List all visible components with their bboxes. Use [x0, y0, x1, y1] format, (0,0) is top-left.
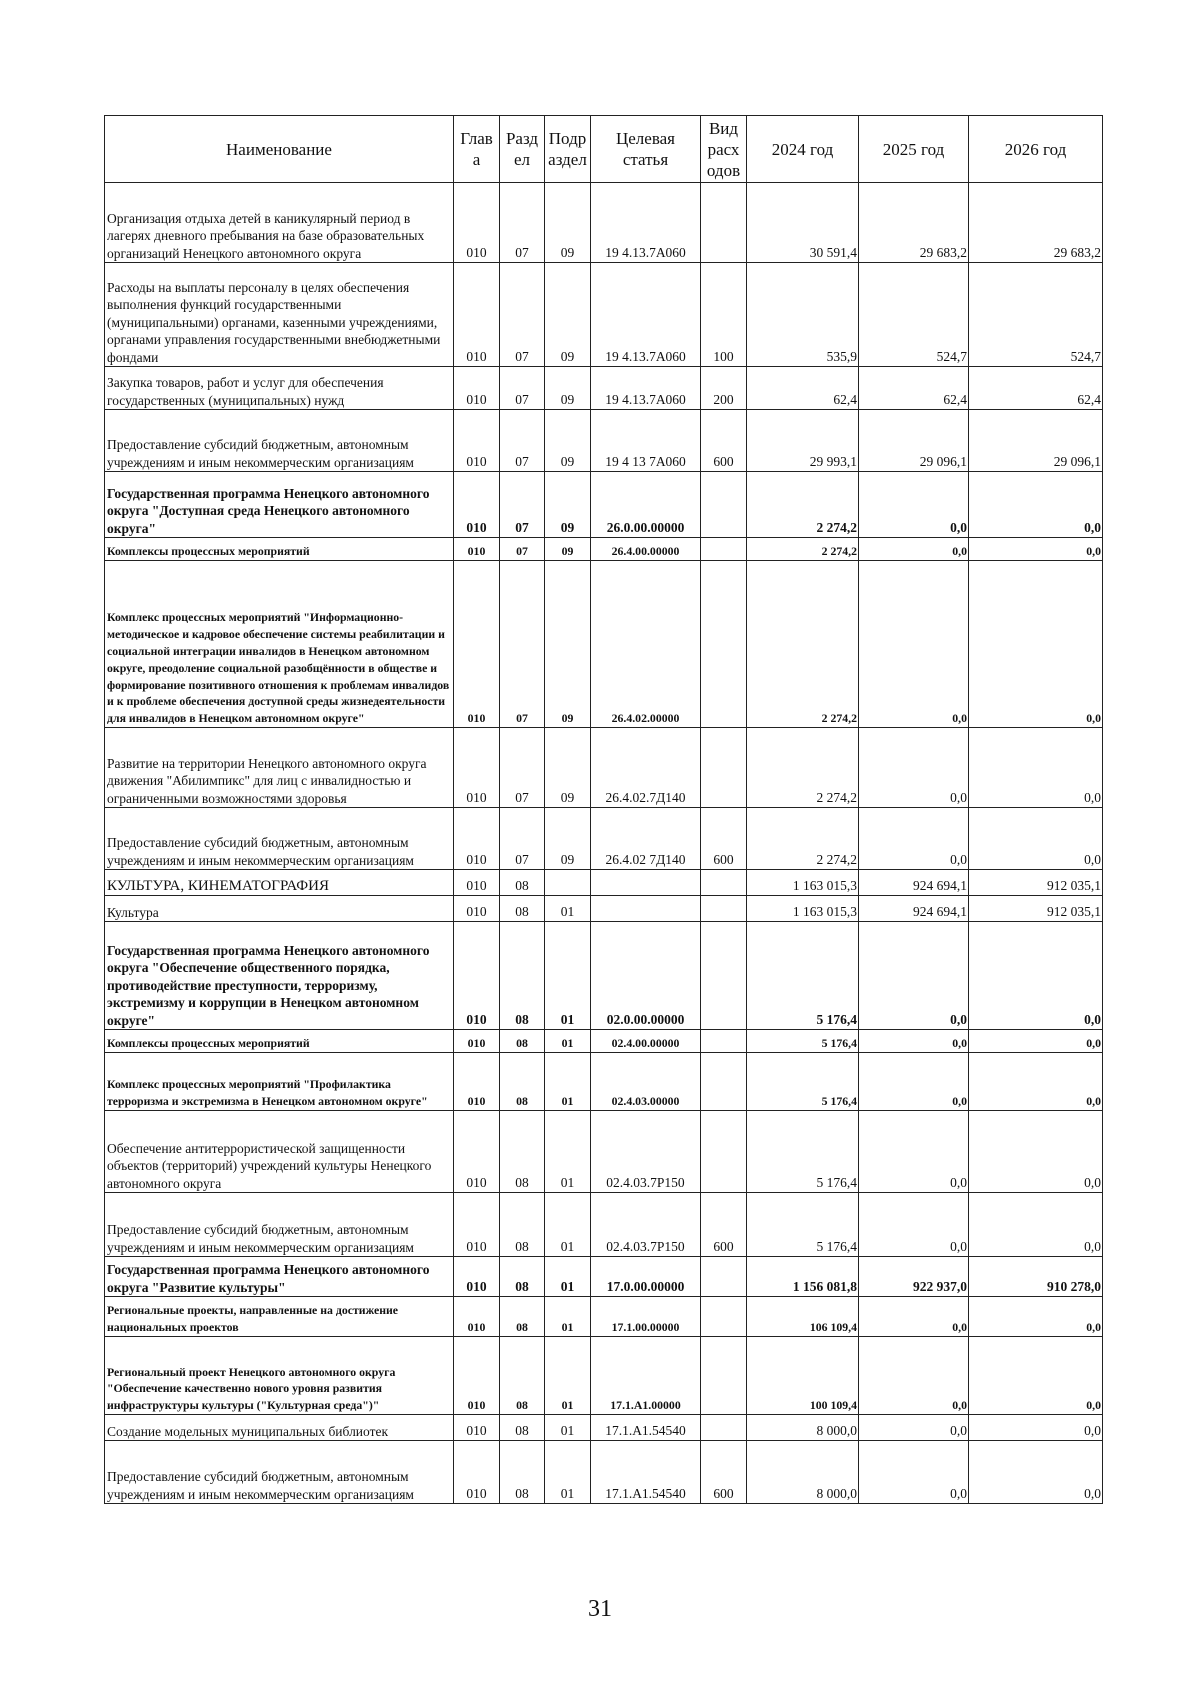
cell-vid: 600	[701, 1441, 747, 1504]
col-header-2026: 2026 год	[969, 116, 1103, 183]
cell-2025: 0,0	[859, 561, 969, 728]
cell-razdel: 07	[500, 538, 545, 561]
cell-2024: 2 274,2	[747, 808, 859, 870]
cell-2026: 0,0	[969, 1193, 1103, 1257]
cell-2024: 8 000,0	[747, 1441, 859, 1504]
cell-celevaya: 26.4.02 7Д140	[591, 808, 701, 870]
cell-name: Комплексы процессных мероприятий	[105, 1030, 454, 1053]
cell-2025: 0,0	[859, 1441, 969, 1504]
cell-2024: 62,4	[747, 367, 859, 410]
cell-2024: 5 176,4	[747, 1030, 859, 1053]
cell-glava: 010	[454, 538, 500, 561]
cell-podrazdel: 09	[545, 183, 591, 263]
cell-2025: 0,0	[859, 1111, 969, 1193]
cell-2026: 0,0	[969, 1297, 1103, 1337]
cell-glava: 010	[454, 896, 500, 922]
cell-2024: 2 274,2	[747, 538, 859, 561]
cell-2025: 0,0	[859, 1030, 969, 1053]
table-row	[105, 263, 1103, 367]
cell-celevaya: 17.1.А1.54540	[591, 1441, 701, 1504]
cell-glava: 010	[454, 1053, 500, 1111]
cell-2024: 1 163 015,3	[747, 870, 859, 896]
cell-2026: 0,0	[969, 538, 1103, 561]
cell-2024: 30 591,4	[747, 183, 859, 263]
cell-2026: 0,0	[969, 1053, 1103, 1111]
cell-vid: 200	[701, 367, 747, 410]
cell-razdel: 07	[500, 561, 545, 728]
cell-celevaya	[591, 896, 701, 922]
cell-celevaya: 02.4.03.7Р150	[591, 1111, 701, 1193]
cell-2024: 8 000,0	[747, 1415, 859, 1441]
cell-2024: 1 156 081,8	[747, 1257, 859, 1297]
cell-razdel: 08	[500, 1053, 545, 1111]
cell-glava: 010	[454, 561, 500, 728]
budget-sheet	[104, 115, 1102, 1504]
cell-vid	[701, 922, 747, 1030]
cell-vid	[701, 1111, 747, 1193]
budget-table	[104, 115, 1103, 1504]
table-row	[105, 472, 1103, 538]
cell-razdel: 08	[500, 1030, 545, 1053]
cell-vid	[701, 561, 747, 728]
cell-name: Создание модельных муниципальных библиотек	[105, 1415, 454, 1441]
cell-celevaya: 02.4.03.00000	[591, 1053, 701, 1111]
cell-razdel: 07	[500, 410, 545, 472]
cell-razdel: 07	[500, 808, 545, 870]
cell-2024: 5 176,4	[747, 922, 859, 1030]
cell-2026: 0,0	[969, 922, 1103, 1030]
table-row	[105, 367, 1103, 410]
cell-razdel: 08	[500, 896, 545, 922]
cell-podrazdel: 01	[545, 896, 591, 922]
col-header-name: Наименование	[105, 116, 454, 183]
cell-razdel: 08	[500, 1297, 545, 1337]
cell-2025: 922 937,0	[859, 1257, 969, 1297]
cell-vid	[701, 728, 747, 808]
cell-celevaya: 17.1.А1.54540	[591, 1415, 701, 1441]
cell-2026: 0,0	[969, 808, 1103, 870]
table-row	[105, 870, 1103, 896]
table-row	[105, 1337, 1103, 1415]
cell-glava: 010	[454, 183, 500, 263]
col-header-2024: 2024 год	[747, 116, 859, 183]
cell-podrazdel: 01	[545, 1441, 591, 1504]
cell-celevaya: 19 4 13 7А060	[591, 410, 701, 472]
table-row	[105, 1053, 1103, 1111]
cell-vid	[701, 896, 747, 922]
cell-glava: 010	[454, 1193, 500, 1257]
cell-name: Предоставление субсидий бюджетным, автономным учреждениям и иным некоммерческим организациям	[105, 1193, 454, 1257]
cell-glava: 010	[454, 410, 500, 472]
cell-celevaya: 17.0.00.00000	[591, 1257, 701, 1297]
cell-2024: 5 176,4	[747, 1111, 859, 1193]
cell-celevaya: 19 4.13.7А060	[591, 183, 701, 263]
cell-celevaya: 26.4.00.00000	[591, 538, 701, 561]
cell-2025: 0,0	[859, 1415, 969, 1441]
col-header-podrazdel: Подр аздел	[545, 116, 591, 183]
cell-name: Предоставление субсидий бюджетным, автономным учреждениям и иным некоммерческим организациям	[105, 410, 454, 472]
cell-2026: 0,0	[969, 1337, 1103, 1415]
cell-celevaya: 19 4.13.7А060	[591, 367, 701, 410]
cell-razdel: 08	[500, 870, 545, 896]
col-header-2025: 2025 год	[859, 116, 969, 183]
cell-2024: 2 274,2	[747, 472, 859, 538]
cell-podrazdel: 01	[545, 1053, 591, 1111]
cell-2024: 2 274,2	[747, 561, 859, 728]
table-row	[105, 896, 1103, 922]
cell-2025: 0,0	[859, 922, 969, 1030]
cell-celevaya: 19 4.13.7А060	[591, 263, 701, 367]
cell-glava: 010	[454, 1257, 500, 1297]
cell-podrazdel: 01	[545, 1337, 591, 1415]
cell-2026: 912 035,1	[969, 870, 1103, 896]
table-row	[105, 561, 1103, 728]
cell-podrazdel: 01	[545, 1415, 591, 1441]
cell-name: Государственная программа Ненецкого автономного округа "Развитие культуры"	[105, 1257, 454, 1297]
cell-podrazdel: 09	[545, 263, 591, 367]
cell-2024: 1 163 015,3	[747, 896, 859, 922]
cell-vid	[701, 1257, 747, 1297]
cell-2024: 29 993,1	[747, 410, 859, 472]
cell-name: Комплексы процессных мероприятий	[105, 538, 454, 561]
cell-2025: 0,0	[859, 538, 969, 561]
cell-2024: 100 109,4	[747, 1337, 859, 1415]
cell-podrazdel: 01	[545, 1257, 591, 1297]
cell-podrazdel: 01	[545, 1193, 591, 1257]
cell-glava: 010	[454, 1030, 500, 1053]
table-header-row	[105, 116, 1103, 183]
cell-razdel: 08	[500, 1337, 545, 1415]
cell-2026: 0,0	[969, 1111, 1103, 1193]
cell-name: Предоставление субсидий бюджетным, автономным учреждениям и иным некоммерческим организациям	[105, 808, 454, 870]
col-header-razdel: Разд ел	[500, 116, 545, 183]
col-header-glava: Глав а	[454, 116, 500, 183]
table-row	[105, 728, 1103, 808]
cell-2026: 0,0	[969, 1030, 1103, 1053]
cell-razdel: 08	[500, 1441, 545, 1504]
cell-name: КУЛЬТУРА, КИНЕМАТОГРАФИЯ	[105, 870, 454, 896]
cell-vid	[701, 472, 747, 538]
cell-vid	[701, 1053, 747, 1111]
cell-name: Региональные проекты, направленные на достижение национальных проектов	[105, 1297, 454, 1337]
table-row	[105, 1441, 1103, 1504]
cell-vid: 600	[701, 808, 747, 870]
cell-2024: 106 109,4	[747, 1297, 859, 1337]
cell-2024: 5 176,4	[747, 1053, 859, 1111]
cell-razdel: 08	[500, 1415, 545, 1441]
cell-2026: 0,0	[969, 1415, 1103, 1441]
cell-glava: 010	[454, 870, 500, 896]
cell-name: Культура	[105, 896, 454, 922]
cell-vid: 100	[701, 263, 747, 367]
cell-vid	[701, 1030, 747, 1053]
cell-2025: 0,0	[859, 1193, 969, 1257]
cell-vid: 600	[701, 410, 747, 472]
cell-2025: 29 683,2	[859, 183, 969, 263]
cell-glava: 010	[454, 1337, 500, 1415]
cell-name: Закупка товаров, работ и услуг для обеспечения государственных (муниципальных) нужд	[105, 367, 454, 410]
cell-podrazdel: 09	[545, 367, 591, 410]
cell-2026: 0,0	[969, 728, 1103, 808]
cell-2025: 924 694,1	[859, 870, 969, 896]
cell-vid	[701, 1415, 747, 1441]
cell-razdel: 08	[500, 1193, 545, 1257]
cell-vid	[701, 538, 747, 561]
cell-celevaya: 02.4.00.00000	[591, 1030, 701, 1053]
cell-name: Государственная программа Ненецкого автономного округа "Доступная среда Ненецкого автономного округа"	[105, 472, 454, 538]
cell-glava: 010	[454, 1111, 500, 1193]
cell-2025: 0,0	[859, 1053, 969, 1111]
cell-celevaya: 26.4.02.7Д140	[591, 728, 701, 808]
table-row	[105, 183, 1103, 263]
cell-podrazdel: 09	[545, 728, 591, 808]
cell-2026: 0,0	[969, 561, 1103, 728]
cell-razdel: 07	[500, 472, 545, 538]
cell-podrazdel: 09	[545, 410, 591, 472]
table-body	[105, 183, 1103, 1504]
cell-vid: 600	[701, 1193, 747, 1257]
cell-vid	[701, 870, 747, 896]
cell-podrazdel: 01	[545, 1030, 591, 1053]
cell-2024: 535,9	[747, 263, 859, 367]
cell-glava: 010	[454, 808, 500, 870]
table-row	[105, 1030, 1103, 1053]
cell-2026: 0,0	[969, 472, 1103, 538]
cell-name: Расходы на выплаты персоналу в целях обеспечения выполнения функций государственными (муниципальными) органами, казенными учреждениями, органами управления государственными внебюджетными фондами	[105, 263, 454, 367]
cell-vid	[701, 183, 747, 263]
cell-2025: 524,7	[859, 263, 969, 367]
cell-2026: 524,7	[969, 263, 1103, 367]
cell-name: Комплекс процессных мероприятий "Информационно-методическое и кадровое обеспечение системы реабилитации и социальной интеграции инвалидов в Ненецком автономном округе, преодоление социальной разобщённости в обществе и формирование позитивного отношения к проблемам инвалидов и к проблеме обеспечения доступной среды жизнедеятельности для инвалидов в Ненецком автономном округе"	[105, 561, 454, 728]
cell-2025: 0,0	[859, 808, 969, 870]
cell-2024: 5 176,4	[747, 1193, 859, 1257]
cell-name: Региональный проект Ненецкого автономного округа "Обеспечение качественно нового уровня развития инфраструктуры культуры ("Культурная среда")"	[105, 1337, 454, 1415]
cell-glava: 010	[454, 922, 500, 1030]
cell-razdel: 07	[500, 367, 545, 410]
cell-glava: 010	[454, 1441, 500, 1504]
cell-name: Организация отдыха детей в каникулярный период в лагерях дневного пребывания на базе образовательных организаций Ненецкого автономного округа	[105, 183, 454, 263]
cell-vid	[701, 1337, 747, 1415]
table-row	[105, 538, 1103, 561]
cell-glava: 010	[454, 367, 500, 410]
cell-razdel: 07	[500, 263, 545, 367]
cell-name: Государственная программа Ненецкого автономного округа "Обеспечение общественного порядка, противодействие преступности, терроризму, экстремизму и коррупции в Ненецком автономном округе"	[105, 922, 454, 1030]
table-row	[105, 808, 1103, 870]
cell-2026: 29 096,1	[969, 410, 1103, 472]
cell-celevaya	[591, 870, 701, 896]
table-row	[105, 1193, 1103, 1257]
cell-celevaya: 02.0.00.00000	[591, 922, 701, 1030]
table-row	[105, 1297, 1103, 1337]
cell-2025: 924 694,1	[859, 896, 969, 922]
cell-name: Предоставление субсидий бюджетным, автономным учреждениям и иным некоммерческим организациям	[105, 1441, 454, 1504]
cell-podrazdel: 09	[545, 538, 591, 561]
cell-razdel: 08	[500, 1111, 545, 1193]
cell-glava: 010	[454, 728, 500, 808]
cell-name: Развитие на территории Ненецкого автономного округа движения "Абилимпикс" для лиц с инвалидностью и ограниченными возможностями здоровья	[105, 728, 454, 808]
cell-podrazdel	[545, 870, 591, 896]
cell-2025: 0,0	[859, 728, 969, 808]
table-row	[105, 410, 1103, 472]
cell-glava: 010	[454, 472, 500, 538]
cell-podrazdel: 01	[545, 922, 591, 1030]
cell-razdel: 08	[500, 922, 545, 1030]
table-row	[105, 1415, 1103, 1441]
cell-celevaya: 17.1.00.00000	[591, 1297, 701, 1337]
cell-razdel: 08	[500, 1257, 545, 1297]
col-header-vid: Вид расх одов	[701, 116, 747, 183]
col-header-celevaya: Целевая статья	[591, 116, 701, 183]
cell-celevaya: 26.4.02.00000	[591, 561, 701, 728]
table-row	[105, 922, 1103, 1030]
cell-2026: 0,0	[969, 1441, 1103, 1504]
cell-2025: 0,0	[859, 1297, 969, 1337]
cell-2024: 2 274,2	[747, 728, 859, 808]
cell-glava: 010	[454, 1415, 500, 1441]
page-number: 31	[588, 1596, 612, 1622]
cell-podrazdel: 09	[545, 561, 591, 728]
cell-podrazdel: 09	[545, 808, 591, 870]
cell-2026: 62,4	[969, 367, 1103, 410]
cell-vid	[701, 1297, 747, 1337]
cell-podrazdel: 09	[545, 472, 591, 538]
table-row	[105, 1257, 1103, 1297]
cell-razdel: 07	[500, 183, 545, 263]
cell-glava: 010	[454, 263, 500, 367]
cell-name: Комплекс процессных мероприятий "Профилактика терроризма и экстремизма в Ненецком автономном округе"	[105, 1053, 454, 1111]
cell-podrazdel: 01	[545, 1297, 591, 1337]
cell-2026: 29 683,2	[969, 183, 1103, 263]
cell-celevaya: 26.0.00.00000	[591, 472, 701, 538]
cell-2026: 912 035,1	[969, 896, 1103, 922]
cell-celevaya: 17.1.А1.00000	[591, 1337, 701, 1415]
cell-podrazdel: 01	[545, 1111, 591, 1193]
cell-2025: 62,4	[859, 367, 969, 410]
cell-2025: 0,0	[859, 472, 969, 538]
cell-name: Обеспечение антитеррористической защищенности объектов (территорий) учреждений культуры Ненецкого автономного округа	[105, 1111, 454, 1193]
cell-2025: 0,0	[859, 1337, 969, 1415]
cell-2026: 910 278,0	[969, 1257, 1103, 1297]
cell-razdel: 07	[500, 728, 545, 808]
table-row	[105, 1111, 1103, 1193]
cell-celevaya: 02.4.03.7Р150	[591, 1193, 701, 1257]
cell-2025: 29 096,1	[859, 410, 969, 472]
cell-glava: 010	[454, 1297, 500, 1337]
